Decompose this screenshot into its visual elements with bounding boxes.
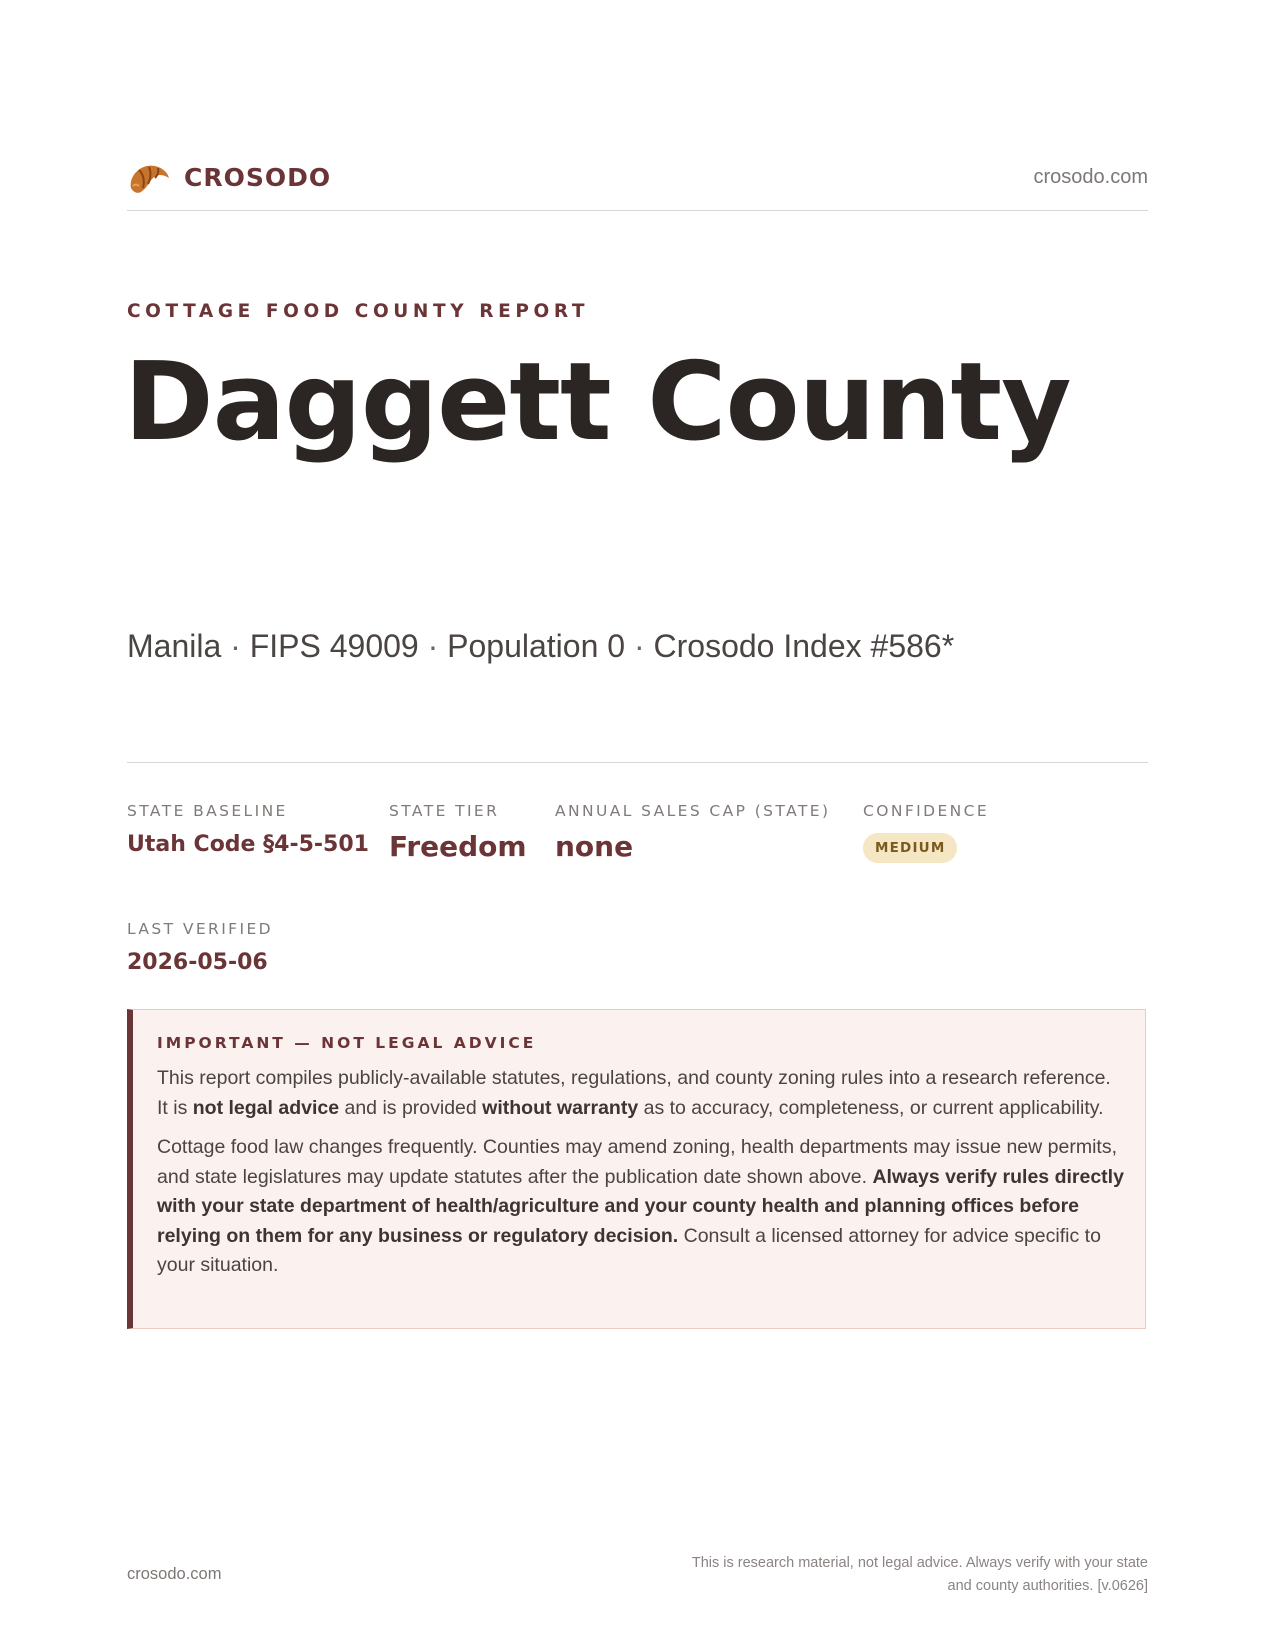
report-page [124,0,1148,1650]
separator: · [633,628,645,664]
brand-name: CROSODO [184,163,332,192]
stat-last-verified [127,920,273,975]
notice-text: Consult a licensed attorney for advice specific to your situation. [157,1224,1101,1276]
county-summary [127,628,954,665]
stat-value: Freedom [389,830,527,863]
stat-label: LAST VERIFIED [127,920,273,938]
stat-state-tier [389,802,527,863]
notice-emphasis: not legal advice [192,1096,340,1119]
footer-site-url[interactable]: crosodo.com [127,1565,222,1583]
croissant-icon [127,160,171,196]
notice-body [157,1064,1127,1291]
report-eyebrow: COTTAGE FOOD COUNTY REPORT [127,301,590,322]
notice-text: and is provided [339,1096,483,1119]
separator: · [427,628,439,664]
legal-notice [127,1009,1146,1329]
stat-value: none [555,830,634,863]
page-header [127,158,1148,198]
footer-disclaimer-line: This is research material, not legal advice. Always verify with your state [691,1555,1148,1571]
notice-text: as to accuracy, completeness, or current applicability. [638,1096,1104,1119]
fips-code: FIPS 49009 [249,628,419,664]
site-url[interactable]: crosodo.com [1033,166,1148,188]
notice-text: Cottage food law changes frequently. Counties may amend zoning, health departments may issue new permits, and state legislatures may update statutes after the publication date shown above. [157,1136,1117,1188]
notice-emphasis: without warranty [482,1096,639,1119]
county-seat: Manila [127,628,222,664]
header-divider [127,210,1148,211]
notice-heading: IMPORTANT — NOT LEGAL ADVICE [157,1034,537,1052]
notice-paragraph [157,1064,1127,1123]
stat-value: 2026-05-06 [127,950,268,975]
stat-label: ANNUAL SALES CAP (STATE) [555,802,831,820]
section-divider [127,762,1148,763]
stat-label: STATE BASELINE [127,802,288,820]
stat-value: Utah Code §4-5-501 [127,832,369,857]
notice-emphasis: Always verify rules directly with your state department of health/agriculture and your county health and planning offices before relying on them for any business or regulatory decision. [157,1165,1124,1247]
stat-label: STATE TIER [389,802,500,820]
population: Population 0 [447,628,626,664]
footer-disclaimer [588,1552,1148,1598]
stat-state-baseline [127,802,369,857]
footer-disclaimer-line: and county authorities. [v.0626] [947,1578,1148,1594]
notice-paragraph [157,1133,1127,1281]
notice-text: This report compiles publicly-available statutes, regulations, and county zoning rules into a research reference. It is [157,1067,1111,1119]
stat-sales-cap [555,802,830,863]
crosodo-index: Crosodo Index #586* [653,628,955,664]
stat-confidence [863,802,989,863]
status-badge: MEDIUM [863,833,957,863]
stat-label: CONFIDENCE [863,802,990,820]
separator: · [230,628,241,664]
page-title: Daggett County [124,340,1071,465]
